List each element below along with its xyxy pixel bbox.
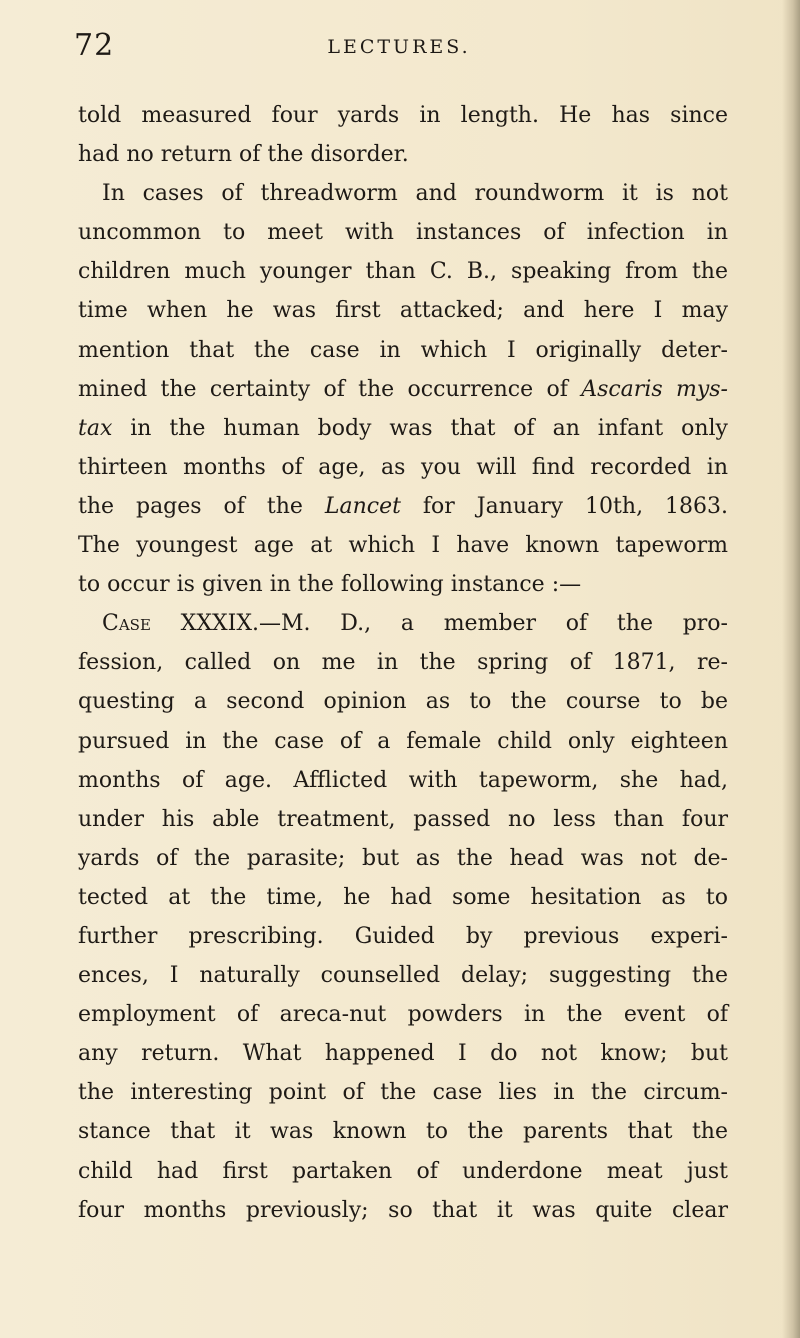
text-line	[78, 565, 728, 604]
text-line	[78, 1034, 728, 1073]
page-edge-shadow	[782, 0, 800, 1338]
page-header	[74, 28, 724, 68]
italic-term: Ascaris mys-	[581, 376, 728, 402]
text-line	[78, 1191, 728, 1230]
italic-term: Lancet	[324, 493, 401, 519]
line-text: In cases of threadworm and roundworm it is not	[102, 181, 728, 207]
text-line	[78, 1152, 728, 1191]
page-number: 72	[74, 28, 115, 63]
text-line	[78, 956, 728, 995]
text-line	[78, 682, 728, 721]
text-line	[78, 643, 728, 682]
text-line	[78, 331, 728, 370]
line-text: ences, I naturally counselled delay; suggesting the	[78, 963, 728, 989]
line-text: the interesting point of the case lies in the circum-	[78, 1080, 728, 1106]
running-head: LECTURES.	[327, 36, 471, 58]
line-text: time when he was first attacked; and here I may	[78, 298, 728, 324]
text-line	[78, 213, 728, 252]
text-line	[78, 526, 728, 565]
line-text: child had first partaken of underdone meat just	[78, 1158, 728, 1184]
line-text: further prescribing. Guided by previous experi-	[78, 923, 728, 949]
line-text: the pages of the	[78, 493, 325, 519]
line-text: pursued in the case of a female child only eighteen	[78, 728, 728, 754]
text-line	[78, 761, 728, 800]
line-text: stance that it was known to the parents that the	[78, 1119, 728, 1145]
text-line	[78, 800, 728, 839]
body-text	[78, 96, 728, 1230]
line-text: yards of the parasite; but as the head was not de-	[78, 845, 728, 871]
text-line	[78, 917, 728, 956]
line-text: mention that the case in which I originally deter-	[78, 337, 728, 363]
line-text: told measured four yards in length. He has since	[78, 103, 728, 128]
text-line	[78, 252, 728, 291]
line-text: XXXIX.—M. D., a member of the pro-	[150, 611, 728, 637]
line-text: uncommon to meet with instances of infection in	[78, 220, 728, 246]
line-text: in the human body was that of an infant only	[112, 415, 728, 441]
line-text: questing a second opinion as to the course to be	[78, 689, 728, 715]
line-text: had no return of the disorder.	[78, 142, 409, 168]
text-line	[78, 96, 728, 135]
text-line	[78, 174, 728, 213]
line-text: thirteen months of age, as you will find recorded in	[78, 454, 728, 480]
text-line	[78, 1073, 728, 1112]
line-text: The youngest age at which I have known tapeworm	[78, 533, 728, 559]
text-line	[78, 995, 728, 1034]
text-line	[78, 1112, 728, 1151]
line-text: children much younger than C. B., speaking from the	[78, 259, 728, 285]
text-line	[78, 291, 728, 330]
line-text: under his able treatment, passed no less than four	[78, 806, 728, 832]
italic-term: tax	[78, 415, 113, 441]
line-text: four months previously; so that it was quite clear	[78, 1197, 728, 1223]
text-line	[78, 839, 728, 878]
line-text: months of age. Afflicted with tapeworm, she had,	[78, 767, 728, 793]
text-line	[78, 878, 728, 917]
text-line	[78, 448, 728, 487]
case-label: Case	[102, 611, 151, 637]
text-line	[78, 604, 728, 643]
line-text: any return. What happened I do not know; but	[78, 1041, 728, 1067]
line-text: for January 10th, 1863.	[400, 493, 728, 519]
line-text: to occur is given in the following instance :—	[78, 572, 582, 598]
text-line	[78, 370, 728, 409]
text-line	[78, 487, 728, 526]
line-text: tected at the time, he had some hesitation as to	[78, 884, 728, 910]
line-text: mined the certainty of the occurrence of	[78, 376, 582, 402]
text-line	[78, 135, 728, 174]
text-line	[78, 409, 728, 448]
line-text: fession, called on me in the spring of 1871, re-	[78, 650, 728, 676]
text-line	[78, 722, 728, 761]
line-text: employment of areca-nut powders in the event of	[78, 1002, 728, 1028]
